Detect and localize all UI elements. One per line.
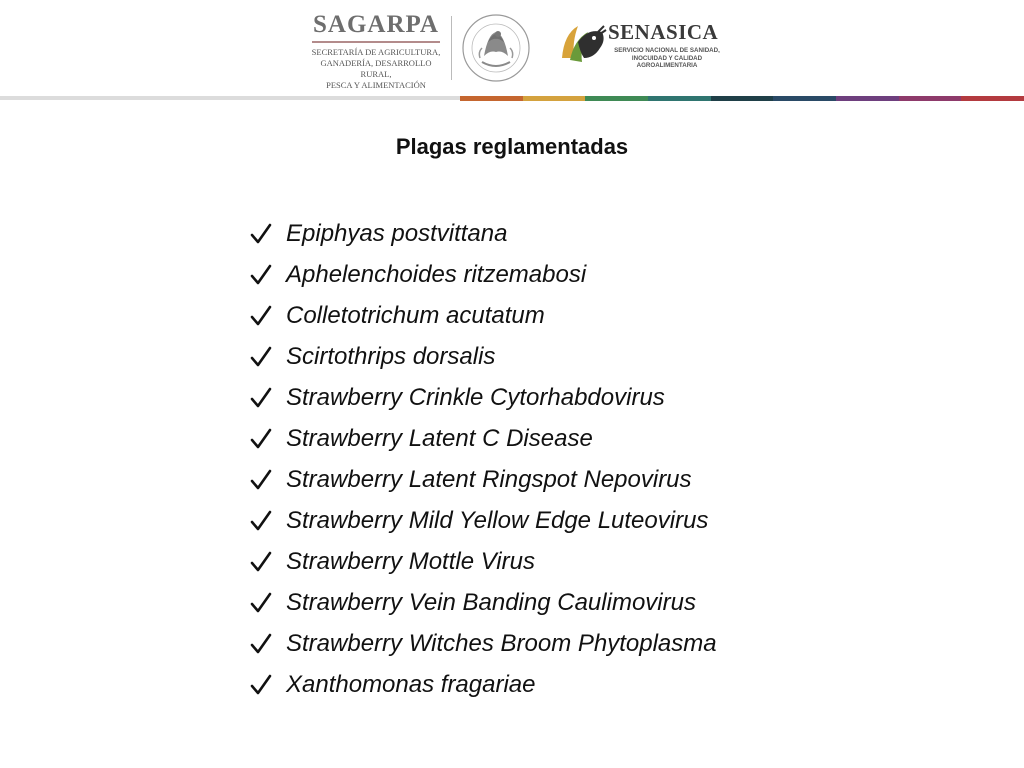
list-item: [250, 336, 717, 377]
color-bar-segment: [773, 96, 836, 101]
checkmark-icon: [250, 221, 286, 247]
sagarpa-rule: [312, 41, 440, 43]
list-item: [250, 295, 717, 336]
list-item: [250, 213, 717, 254]
list-item-text: Strawberry Crinkle Cytorhabdovirus: [286, 383, 665, 411]
checkmark-icon: [250, 631, 286, 657]
mexico-seal-icon: [458, 12, 534, 84]
list-item-text: Colletotrichum acutatum: [286, 301, 545, 329]
list-item-text: Aphelenchoides ritzemabosi: [286, 260, 587, 288]
list-item: [250, 418, 717, 459]
color-bar-segment: [523, 96, 586, 101]
slide-title: Plagas reglamentadas: [395, 134, 629, 159]
senasica-subtitle-1: SERVICIO NACIONAL DE SANIDAD,: [614, 47, 720, 54]
checkmark-icon: [250, 385, 286, 411]
list-item: [250, 377, 717, 418]
senasica-subtitle: [608, 47, 726, 70]
color-bar-segment: [711, 96, 774, 101]
list-item-text: Strawberry Latent C Disease: [286, 424, 593, 452]
list-item: [250, 582, 717, 623]
color-bar-segment: [836, 96, 899, 101]
senasica-mark-icon: [558, 18, 608, 70]
checkmark-icon: [250, 508, 286, 534]
list-item: [250, 623, 717, 664]
senasica-subtitle-2: INOCUIDAD Y CALIDAD: [631, 54, 703, 62]
list-item-text: Strawberry Mild Yellow Edge Luteovirus: [286, 506, 709, 534]
slide-header: [0, 0, 1024, 100]
color-bar-segment: [585, 96, 648, 101]
checkmark-icon: [250, 262, 286, 288]
sagarpa-subtitle-1: SECRETARÍA DE AGRICULTURA,: [311, 47, 441, 57]
logo-divider: [451, 16, 452, 80]
list-item: [250, 500, 717, 541]
checkmark-icon: [250, 549, 286, 575]
sagarpa-subtitle-3: PESCA Y ALIMENTACIÓN: [326, 80, 426, 90]
list-item: [250, 664, 717, 705]
checkmark-icon: [250, 344, 286, 370]
list-item-text: Strawberry Mottle Virus: [286, 547, 535, 575]
senasica-subtitle-3: AGROALIMENTARIA: [636, 62, 698, 69]
checkmark-icon: [250, 426, 286, 452]
list-item: [250, 541, 717, 582]
checkmark-icon: [250, 590, 286, 616]
checkmark-icon: [250, 303, 286, 329]
senasica-title: SENASICA: [608, 20, 719, 44]
list-item-text: Epiphyas postvittana: [286, 219, 508, 247]
list-item: [250, 254, 717, 295]
color-bar-segment: [460, 96, 523, 101]
list-item-text: Strawberry Witches Broom Phytoplasma: [286, 629, 717, 657]
list-item-text: Xanthomonas fragariae: [286, 670, 536, 698]
sagarpa-title: SAGARPA: [313, 11, 439, 38]
color-bar-segment: [899, 96, 962, 101]
color-bar-segment: [648, 96, 711, 101]
list-item-text: Strawberry Latent Ringspot Nepovirus: [286, 465, 692, 493]
list-item: [250, 459, 717, 500]
sagarpa-logo: [306, 12, 446, 91]
color-bar-segment: [961, 96, 1024, 101]
checkmark-icon: [250, 672, 286, 698]
senasica-logo: [558, 16, 728, 76]
header-grey-rule: [0, 96, 460, 100]
header-color-bar: [460, 96, 1024, 101]
pest-list: [250, 213, 717, 705]
sagarpa-subtitle-2: GANADERÍA, DESARROLLO RURAL,: [320, 58, 432, 79]
list-item-text: Strawberry Vein Banding Caulimovirus: [286, 588, 696, 616]
list-item-text: Scirtothrips dorsalis: [286, 342, 496, 370]
checkmark-icon: [250, 467, 286, 493]
